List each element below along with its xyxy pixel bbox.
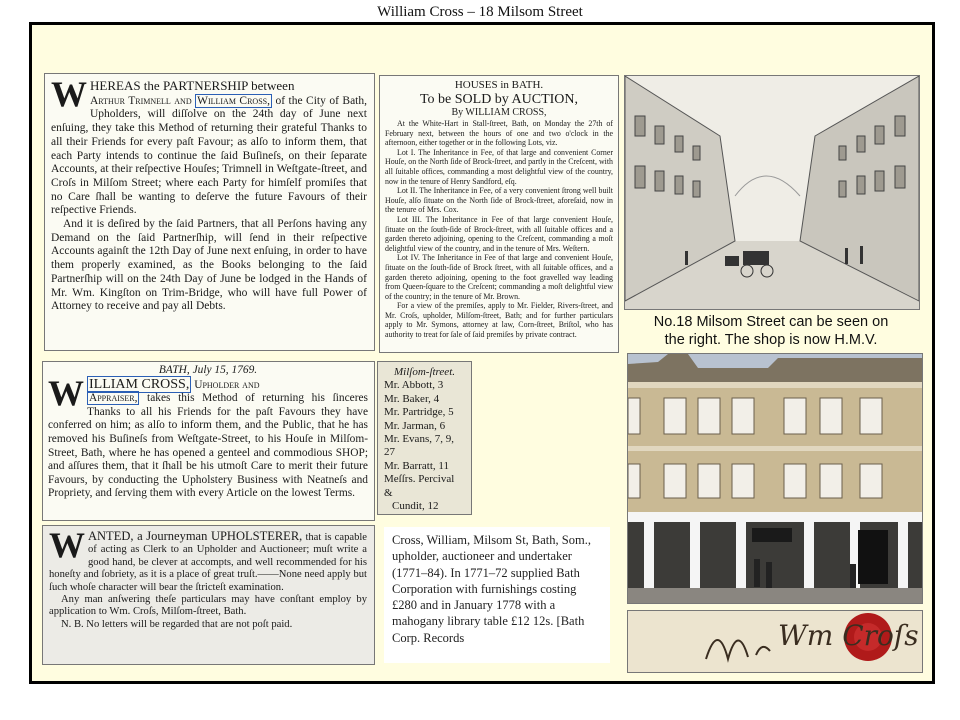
removal-role: Upholder and [194,378,260,391]
shop-building-illustration [628,354,922,603]
signature-with-seal [627,610,923,673]
auction-intro: At the White-Hart in Stall-ſtreet, Bath, on Monday the 27th of February next, between the hours of one and two o'clock in the afternoon, either together or in the following Lots, viz. [385,119,613,148]
newspaper-clip-auction [379,75,619,353]
directory-entry [384,513,465,515]
wanted-body2: Any man anſwering theſe particulars may have conſtant employ by application to Wm. Croſs, Milſom-ſtreet, Bath. [49,594,367,618]
directory-entry: Mr. Partridge, 5 [384,406,454,419]
removal-dateline: BATH, July 15, 1769. [158,364,258,376]
photo-caption [624,313,918,349]
removal-role-highlight: Appraiser, [89,392,138,405]
page-title: William Cross – 18 Milsom Street [377,4,583,20]
wanted-nb: N. B. No letters will be regarded that are not poſt paid. [61,618,293,630]
directory-entry: Mr. Abbott, 3 [384,379,444,392]
auction-lot: Lot I. The Inheritance in Fee, of that large and convenient Corner Houſe, on the North ſide of Brock-ſtreet, and partly in the Creſcent, with all ſuitable offices, commanding a most delightful view of the country, now in the tenure of Henry Sandford, eſq. [385,147,613,186]
directory-clip-milsom-street [377,361,472,515]
signature-text: Wm Croſs [778,619,919,652]
street-engraving-illustration [625,76,919,309]
drop-cap: W [51,74,87,114]
newspaper-clip-wanted [42,525,375,665]
directory-entry: Mr. Baker, 4 [384,392,440,405]
newspaper-clip-removal [42,361,375,521]
partner-a: Arthur Trimnell and [90,94,192,107]
auction-lot: For a view of the premiſes, apply to Mr. Fielder, Rivers-ſtreet, and Mr. Croſs, upholder, Milſom-ſtreet, Bath; and for further particulars apply to Mr. Symons, attorney at law, Corn-ſtreet, Briſtol, who has authority to treat for ſale of ſaid premiſes by private contract. [385,301,613,340]
removal-body: takes this Method of returning his ſinceres Thanks to all his Friends for the paſt Favours they have conferred on him; as alſo to inform them, and the Public, that he has removed his Buſineſs from Weſtgate-Street, to his Houſe in Milſom-Street, Bath, where he has opened a genteel and commodious SHOP; and aſſures them, that it ſhall be his utmoſt Care to merit their future Favours, by conducting the Upholstery Business with Neatneſs and Propriety, and ſerving them with every Article on the lowest Terms. [48,392,368,500]
auction-heading: HOUSES in BATH. [454,79,544,91]
auction-by: By WILLIAM CROSS, [451,107,547,118]
drop-cap: W [49,525,85,565]
auction-lot: Lot IV. The Inheritance in Fee of that large and convenient Houſe, ſituate on the ſouth-ſide of Brock ſtreet, with all ſuitable offices, and a garden thereto adjoining, opening to the foot gravelled way leading from Queen-ſquare to the Creſcent; commanding a moſt delightful view of the country; in the tenure of Mr. Brown. [385,253,613,301]
caption-line-2: the right. The shop is now H.M.V. [664,332,878,348]
caption-line-1: No.18 Milsom Street can be seen on [653,314,889,330]
modern-shop-photo [627,353,923,604]
newspaper-clip-partnership [44,73,375,351]
wanted-body: that is capable of acting as Clerk to an Upholder and Auctioneer; muſt write a good hand, be clever at accompts, and well recommended for his honeſty and ſobriety, as it is a place of great truſt.——None need apply but ſuch whoſe character will bear the ſtricteſt examination. [49,532,368,593]
street-engraving [624,75,920,310]
record-note: Cross, William, Milsom St, Bath, Som., upholder, auctioneer and undertaker (1771–84). In 1771–72 supplied Bath Corporation with furnishings costing £280 and in January 1778 with a mahogany library table £12 12s. [Bath Corp. Records [384,527,610,663]
partner-b-highlight: William Cross, [197,94,270,107]
directory-entry: Mr. Evans, 7, 9, 27 [384,433,454,459]
partnership-para1: of the City of Bath, Upholders, will diſſolve on the 24th day of June next enſuing, they take this Method of returning their grateful Thanks to all their Friends for every paſt Favour; as alſo to inform them, that each Party intends to continue the ſaid Buſineſs, on their ſeparate Accounts, at their reſpective Houſes; Trimnell in Weſtgate-ſtreet, and Croſs in Milſom Street; where each Party for himſelf promiſes that no Care ſhall be wanting to deſerve the future Favours of their reſpective Friends. [51,94,368,217]
removal-name-highlight: ILLIAM CROSS, [89,376,190,392]
auction-sub: To be SOLD by AUCTION, [419,92,579,107]
partnership-opening: HEREAS the PARTNERSHIP between [90,78,295,93]
directory-entry: Mr. Barratt, 11 [384,459,449,472]
directory-heading: Milſom-ſtreet. [394,366,455,378]
directory-entry: Meſſrs. Percival & [384,473,455,499]
auction-lot: Lot III. The Inheritance in Fee of that large convenient Houſe, ſituate on the ſouth-ſide of Brock-ſtreet, with all ſuitable offices and a garden thereto adjoining, opening to the Creſcent, commanding a moſt delightful view of the country, and in the tenure of Mrs. Weſtern. [385,214,613,253]
auction-lot: Lot II. The Inheritance in Fee, of a very convenient ſtrong well built Houſe, alſo ſituate on the North ſide of Brock-ſtreet, aforeſaid, now in the tenure of Mrs. Cox. [385,186,613,215]
partnership-para2: And it is deſired by the ſaid Partners, that all Perſons having any Demand on the ſaid Partnerſhip, will ſend in their reſpective Accounts againſt the 12th Day of June next enſuing, in order to have them properly examined, as the Books belonging to the ſaid Partnerſhip will on the 24th Day of June be lodged in the Hands of Mr. Wm. Kingſton on Trim-Bridge, who will have full Power of Attorney to receive and pay all Debts. [51,218,367,313]
directory-entry: Mr. Jarman, 6 [384,419,446,432]
drop-cap: W [48,372,84,413]
directory-entry: Cundit, 12 [392,500,439,513]
wanted-heading: ANTED, a Journeyman UPHOLSTERER, [88,529,303,543]
